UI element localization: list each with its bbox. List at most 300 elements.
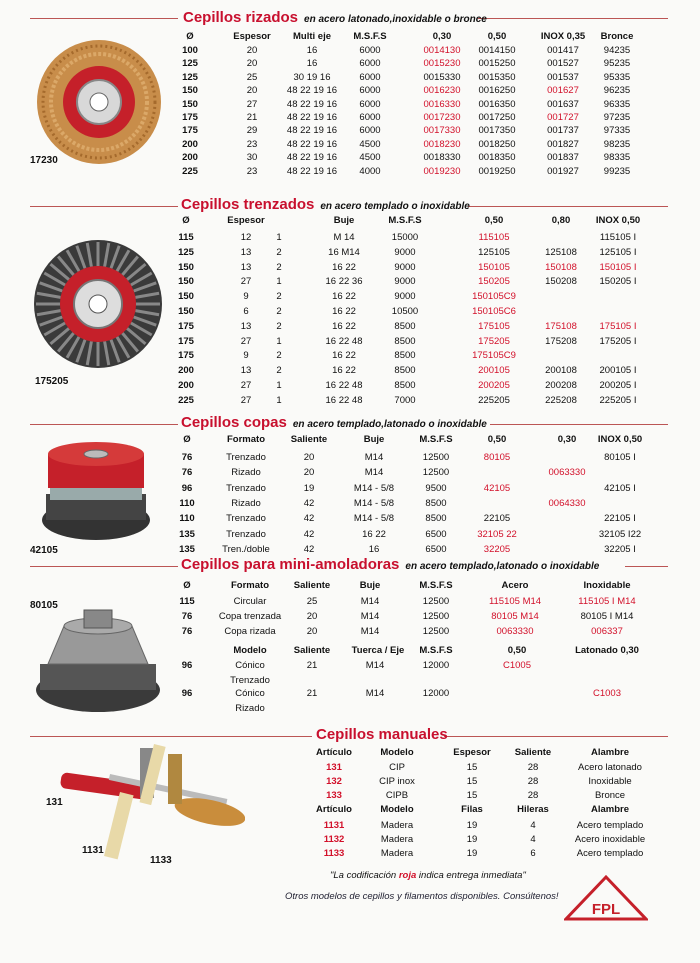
s2-cell: 150205 — [478, 276, 510, 288]
s5-header2: Modelo — [380, 804, 414, 815]
s2-cell: 2 — [276, 291, 282, 303]
s2-header: Ø — [182, 215, 190, 226]
s1-cell: 001927 — [547, 165, 579, 177]
section-title-mini-amoladoras: Cepillos para mini-amoladoras en acero templado,latonado o inoxidable — [181, 556, 600, 573]
s3-cell: Trenzado — [226, 452, 266, 463]
s2-cell: 8500 — [394, 335, 416, 347]
s2-cell: 200205 — [478, 380, 510, 391]
s1-cell: 150 — [182, 85, 198, 97]
s1-cell: 48 22 19 16 — [286, 112, 338, 123]
s1-cell: 20 — [246, 45, 258, 56]
s5-cell: CIP inox — [379, 776, 415, 787]
s1-cell: 48 22 19 16 — [286, 138, 338, 150]
curly-brush-image — [35, 38, 163, 166]
s1-cell: 6000 — [359, 125, 381, 137]
s1-cell: 97235 — [603, 112, 631, 123]
s5-cell: 15 — [466, 790, 478, 801]
s2-cell: 175 — [178, 320, 194, 332]
s1-cell: 23 — [246, 165, 258, 177]
s1-cell: 175 — [182, 125, 198, 137]
s2-cell: 200 — [178, 365, 194, 377]
s4-cell: M14 — [365, 660, 385, 671]
s3-header: INOX 0,50 — [597, 434, 643, 445]
s1-cell: 001637 — [547, 98, 579, 110]
s5-cell: 4 — [530, 834, 536, 845]
s2-cell: 8500 — [394, 365, 416, 377]
s2-cell: 150 — [178, 276, 194, 288]
s2-cell: 225208 — [545, 394, 577, 406]
s2-cell: 2 — [276, 306, 282, 317]
s3-cell: 42 — [303, 513, 315, 525]
s1-cell: 20 — [246, 85, 258, 97]
s2-cell: 7000 — [394, 394, 416, 406]
s4-header: Saliente — [293, 580, 331, 591]
s3-cell: M14 - 5/8 — [353, 513, 395, 525]
s4-cell: 25 — [306, 596, 318, 607]
s1-cell: 001527 — [547, 58, 579, 70]
s4-cell: 21 — [306, 688, 318, 699]
s1-header: Ø — [186, 31, 194, 42]
s3-cell: 32105 I22 — [598, 528, 642, 540]
s2-cell: 8500 — [394, 380, 416, 391]
s2-header: M.S.F.S — [388, 215, 422, 226]
s2-cell: 16 22 48 — [325, 380, 363, 391]
s2-cell: 115105 — [478, 232, 510, 243]
s4-header2: M.S.F.S — [419, 645, 453, 656]
s5-cell: 4 — [530, 820, 536, 831]
s1-header: Bronce — [600, 31, 634, 42]
s5-header: Modelo — [380, 747, 414, 758]
s3-cell: 42 — [303, 497, 315, 509]
s2-cell: 175208 — [545, 335, 577, 347]
s1-cell: 200 — [182, 138, 198, 150]
s3-cell: 19 — [303, 482, 315, 494]
s2-cell: 175205 — [478, 335, 510, 347]
s2-header: Espesor — [227, 215, 265, 226]
s4-cell: C1005 — [503, 660, 531, 671]
s1-cell: 0018330 — [423, 152, 461, 164]
s3-cell: 8500 — [425, 497, 447, 509]
s2-cell: 15000 — [391, 232, 419, 243]
s1-cell: 21 — [246, 112, 258, 123]
s5-cell: Madera — [380, 820, 414, 831]
s1-cell: 001737 — [547, 125, 579, 137]
s3-cell: Rizado — [231, 497, 261, 509]
s4-cell: Cónico — [235, 688, 265, 699]
s4-cell: M14 — [360, 596, 380, 607]
s5-cell: Inoxidable — [588, 776, 632, 787]
s2-cell: 16 22 36 — [325, 276, 363, 288]
s2-cell: 175205 I — [599, 335, 637, 347]
s1-cell: 23 — [246, 138, 258, 150]
s4-cell: 006337 — [591, 626, 623, 637]
s4-cell: 76 — [181, 611, 193, 622]
s5-cell: 1132 — [323, 834, 345, 845]
s2-cell: 16 22 — [332, 320, 356, 332]
s2-cell: 125105 I — [599, 246, 637, 258]
s5-cell: 15 — [466, 762, 478, 773]
cup-brush-image — [40, 440, 152, 548]
s1-cell: 0018250 — [478, 138, 516, 150]
s2-cell: 175105 I — [599, 320, 637, 332]
image-caption-1133: 1133 — [150, 855, 172, 866]
svg-text:FPL: FPL — [591, 901, 621, 918]
s3-cell: 6500 — [425, 543, 447, 555]
s4-cell: 12500 — [422, 611, 450, 622]
s1-cell: 0016350 — [478, 98, 516, 110]
s5-cell: Acero inoxidable — [574, 834, 646, 845]
s2-cell: 2 — [276, 350, 282, 362]
s5-cell: Acero templado — [576, 848, 644, 859]
delivery-note: "La codificación roja indica entrega inmediata" — [330, 870, 526, 881]
s1-cell: 98235 — [603, 138, 631, 150]
s4-cell: 12500 — [422, 596, 450, 607]
mini-cup-brush-image — [34, 608, 162, 718]
s3-cell: 42105 I — [604, 482, 636, 494]
s5-header2: Alambre — [590, 804, 630, 815]
s3-cell: 110 — [179, 513, 195, 525]
image-caption-131: 131 — [46, 797, 63, 808]
s5-cell: 19 — [466, 834, 478, 845]
s4-cell: C1003 — [593, 688, 621, 699]
s1-cell: 001627 — [547, 85, 579, 97]
s1-cell: 0019250 — [478, 165, 516, 177]
s3-cell: 20 — [303, 467, 315, 479]
s2-cell: 200 — [178, 380, 194, 391]
s3-cell: 12500 — [422, 467, 450, 479]
s4-cell: 21 — [306, 660, 318, 671]
s1-cell: 0017230 — [423, 112, 461, 123]
s1-cell: 48 22 19 16 — [286, 125, 338, 137]
s2-cell: 200205 I — [599, 380, 637, 391]
s4-cell: 12000 — [422, 688, 450, 699]
s3-cell: 22105 I — [604, 513, 636, 525]
s3-cell: 80105 I — [604, 452, 636, 463]
s2-cell: 16 22 — [332, 306, 356, 317]
s2-cell: 16 M14 — [328, 246, 360, 258]
s3-cell: 9500 — [425, 482, 447, 494]
s1-cell: 0016250 — [478, 85, 516, 97]
s2-cell: 175108 — [545, 320, 577, 332]
s2-cell: 13 — [240, 261, 252, 273]
s2-header: 0,80 — [551, 215, 571, 226]
s2-cell: 16 22 48 — [325, 394, 363, 406]
s2-cell: 200108 — [545, 365, 577, 377]
s4-header: Acero — [501, 580, 529, 591]
s1-cell: 27 — [246, 98, 258, 110]
s3-header: M.S.F.S — [419, 434, 453, 445]
s1-cell: 175 — [182, 112, 198, 123]
s2-cell: 9000 — [394, 276, 416, 288]
s4-cell: 96 — [181, 688, 193, 699]
s1-cell: 200 — [182, 152, 198, 164]
s3-cell: 22105 — [483, 513, 511, 525]
s2-cell: 150108 — [545, 261, 577, 273]
s3-cell: Rizado — [231, 467, 261, 479]
s1-header: Espesor — [233, 31, 271, 42]
s4-cell: 0063330 — [496, 626, 534, 637]
s4-header: Ø — [183, 580, 191, 591]
s1-cell: 001537 — [547, 71, 579, 83]
s1-header: INOX 0,35 — [540, 31, 586, 42]
s2-cell: 13 — [240, 320, 252, 332]
s3-cell: Trenzado — [226, 528, 266, 540]
s1-cell: 6000 — [359, 98, 381, 110]
s3-cell: 32105 22 — [477, 528, 517, 540]
s3-cell: 16 — [368, 543, 380, 555]
s1-cell: 001417 — [547, 45, 579, 56]
s4-header: Buje — [359, 580, 381, 591]
s2-cell: 27 — [240, 335, 252, 347]
s1-cell: 0015350 — [478, 71, 516, 83]
s3-cell: M14 — [364, 452, 384, 463]
section-title-rizados: Cepillos rizados en acero latonado,inoxidable o bronce — [183, 9, 487, 26]
section-title-trenzados: Cepillos trenzados en acero templado o inoxidable — [181, 196, 470, 213]
s4-header2: Latonado 0,30 — [575, 645, 639, 656]
s3-header: Ø — [183, 434, 191, 445]
s4-cell: 115 — [179, 596, 195, 607]
s5-cell: Madera — [380, 834, 414, 845]
s2-cell: 150105C9 — [472, 291, 516, 303]
s2-cell: 10500 — [391, 306, 419, 317]
s1-header: M.S.F.S — [353, 31, 387, 42]
s1-cell: 0018350 — [478, 152, 516, 164]
s1-cell: 6000 — [359, 58, 381, 70]
s2-cell: 175 — [178, 335, 194, 347]
s4-cell: 115105 I M14 — [578, 596, 636, 607]
s2-cell: 2 — [276, 320, 282, 332]
s3-cell: 0064330 — [548, 497, 586, 509]
s5-header: Artículo — [316, 747, 352, 758]
s3-cell: 42 — [303, 543, 315, 555]
s2-cell: 8500 — [394, 350, 416, 362]
s2-cell: 6 — [243, 306, 249, 317]
s2-cell: 150105 I — [599, 261, 637, 273]
s1-cell: 4000 — [359, 165, 381, 177]
s2-cell: 200208 — [545, 380, 577, 391]
s5-header2: Artículo — [316, 804, 352, 815]
s2-cell: 1 — [276, 335, 282, 347]
s1-cell: 0017250 — [478, 112, 516, 123]
s3-cell: 76 — [181, 467, 193, 479]
s1-cell: 6000 — [359, 112, 381, 123]
s1-cell: 96335 — [603, 98, 631, 110]
s3-cell: 6500 — [425, 528, 447, 540]
s5-header: Espesor — [453, 747, 491, 758]
s3-cell: 0063330 — [548, 467, 586, 479]
section-title-copas: Cepillos copas en acero templado,latonado o inoxidable — [181, 414, 487, 431]
s1-cell: 48 22 19 16 — [286, 85, 338, 97]
s1-cell: 95335 — [603, 71, 631, 83]
s2-cell: 1 — [276, 276, 282, 288]
s1-cell: 16 — [306, 45, 318, 56]
s5-cell: 1133 — [323, 848, 345, 859]
s4-cell: 12500 — [422, 626, 450, 637]
s1-cell: 6000 — [359, 45, 381, 56]
s1-cell: 29 — [246, 125, 258, 137]
s2-cell: 27 — [240, 380, 252, 391]
image-caption-80105: 80105 — [30, 600, 58, 611]
s2-cell: 115 — [178, 232, 194, 243]
s1-cell: 001727 — [547, 112, 579, 123]
s2-cell: 9000 — [394, 261, 416, 273]
s1-cell: 100 — [182, 45, 198, 56]
s4-cell: M14 — [365, 688, 385, 699]
s5-cell: 132 — [326, 776, 342, 787]
s4-header2: Saliente — [293, 645, 331, 656]
s1-cell: 4500 — [359, 138, 381, 150]
s5-cell: 28 — [527, 762, 539, 773]
s5-cell: 19 — [466, 848, 478, 859]
s2-cell: 225 — [178, 394, 194, 406]
s3-cell: 110 — [179, 497, 195, 509]
twisted-brush-image — [32, 238, 164, 370]
s2-cell: 13 — [240, 246, 252, 258]
s2-cell: M 14 — [333, 232, 355, 243]
s2-cell: 13 — [240, 365, 252, 377]
s3-cell: 42 — [303, 528, 315, 540]
s4-cell: 80105 I M14 — [580, 611, 634, 622]
s1-cell: 001827 — [547, 138, 579, 150]
s1-cell: 48 22 19 16 — [286, 152, 338, 164]
s2-cell: 150105 — [478, 261, 510, 273]
s3-cell: 135 — [179, 543, 195, 555]
image-caption-175205: 175205 — [35, 376, 69, 387]
s4-header2: Tuerca / Eje — [351, 645, 405, 656]
s2-cell: 27 — [240, 276, 252, 288]
s5-cell: 15 — [466, 776, 478, 787]
s2-cell: 200105 — [478, 365, 510, 377]
s4-cell: 96 — [181, 660, 193, 671]
s4-cell: Rizado — [235, 703, 265, 714]
s1-cell: 30 — [246, 152, 258, 164]
s2-cell: 175105C9 — [472, 350, 516, 362]
s2-cell: 225205 — [478, 394, 510, 406]
fpl-logo — [564, 874, 648, 922]
s2-header: INOX 0,50 — [595, 215, 641, 226]
s1-cell: 0018230 — [423, 138, 461, 150]
s4-cell: Trenzado — [230, 675, 270, 686]
s2-cell: 16 22 — [332, 291, 356, 303]
s4-cell: 115105 M14 — [488, 596, 542, 607]
s1-cell: 30 19 16 — [293, 71, 331, 83]
s3-cell: Tren./doble — [222, 543, 270, 555]
s1-cell: 20 — [246, 58, 258, 70]
s2-header: Buje — [333, 215, 355, 226]
s1-cell: 48 22 19 16 — [286, 98, 338, 110]
s5-cell: 133 — [326, 790, 342, 801]
s3-cell: 135 — [179, 528, 195, 540]
s3-cell: 80105 — [483, 452, 511, 463]
s2-cell: 200105 I — [599, 365, 637, 377]
image-caption-42105: 42105 — [30, 545, 58, 556]
s4-cell: 20 — [306, 611, 318, 622]
s3-cell: 12500 — [422, 452, 450, 463]
s3-cell: 20 — [303, 452, 315, 463]
s2-cell: 9000 — [394, 291, 416, 303]
s2-cell: 175105 — [478, 320, 510, 332]
s2-cell: 9 — [243, 350, 249, 362]
s3-header: 0,30 — [557, 434, 577, 445]
s5-cell: CIPB — [385, 790, 409, 801]
s2-cell: 12 — [240, 232, 252, 243]
s2-cell: 16 22 48 — [325, 335, 363, 347]
s3-cell: M14 — [364, 467, 384, 479]
s5-cell: 6 — [530, 848, 536, 859]
s1-cell: 6000 — [359, 85, 381, 97]
s3-cell: Trenzado — [226, 482, 266, 494]
s1-cell: 97335 — [603, 125, 631, 137]
hand-brushes-image — [50, 744, 245, 860]
s5-cell: CIP — [389, 762, 405, 773]
s2-cell: 150 — [178, 306, 194, 317]
s2-cell: 9 — [243, 291, 249, 303]
s2-cell: 16 22 — [332, 350, 356, 362]
s1-cell: 225 — [182, 165, 198, 177]
s1-cell: 0016230 — [423, 85, 461, 97]
s3-header: Formato — [227, 434, 265, 445]
s2-cell: 27 — [240, 394, 252, 406]
s2-cell: 16 22 — [332, 365, 356, 377]
s1-cell: 94235 — [603, 45, 631, 56]
s5-cell: 1131 — [323, 820, 345, 831]
s1-cell: 4500 — [359, 152, 381, 164]
s3-cell: 16 22 — [362, 528, 386, 540]
s5-cell: Acero templado — [576, 820, 644, 831]
s5-header2: Filas — [461, 804, 483, 815]
s1-cell: 0019230 — [423, 165, 461, 177]
s4-cell: M14 — [360, 626, 380, 637]
s2-cell: 125 — [178, 246, 194, 258]
s4-header: Inoxidable — [583, 580, 631, 591]
section-title-manuales: Cepillos manuales — [316, 726, 448, 743]
s1-cell: 16 — [306, 58, 318, 70]
s3-cell: 42105 — [483, 482, 511, 494]
s2-cell: 150205 I — [599, 276, 637, 288]
s4-cell: M14 — [360, 611, 380, 622]
s3-cell: 32205 — [483, 543, 511, 555]
s2-cell: 1 — [276, 394, 282, 406]
image-caption-17230: 17230 — [30, 155, 58, 166]
s3-header: Saliente — [290, 434, 328, 445]
s1-header: Multi eje — [292, 31, 332, 42]
s1-cell: 0017330 — [423, 125, 461, 137]
s4-cell: 20 — [306, 626, 318, 637]
s1-header: 0,50 — [487, 31, 507, 42]
s2-header: 0,50 — [484, 215, 504, 226]
s3-header: 0,50 — [487, 434, 507, 445]
s1-cell: 0015230 — [423, 58, 461, 70]
s5-cell: Bronce — [594, 790, 626, 801]
s4-cell: Copa rizada — [224, 626, 276, 637]
s4-cell: Cónico — [235, 660, 265, 671]
s1-cell: 99235 — [603, 165, 631, 177]
s2-cell: 175 — [178, 350, 194, 362]
s4-cell: Copa trenzada — [218, 611, 282, 622]
s2-cell: 125108 — [545, 246, 577, 258]
s2-cell: 9000 — [394, 246, 416, 258]
s2-cell: 16 22 — [332, 261, 356, 273]
s4-header2: 0,50 — [507, 645, 527, 656]
s4-cell: 76 — [181, 626, 193, 637]
s1-cell: 0014130 — [423, 45, 461, 56]
s5-cell: 28 — [527, 790, 539, 801]
s1-cell: 001837 — [547, 152, 579, 164]
s3-cell: 76 — [181, 452, 193, 463]
s1-cell: 0015330 — [423, 71, 461, 83]
s2-cell: 2 — [276, 365, 282, 377]
s4-header: Formato — [231, 580, 269, 591]
